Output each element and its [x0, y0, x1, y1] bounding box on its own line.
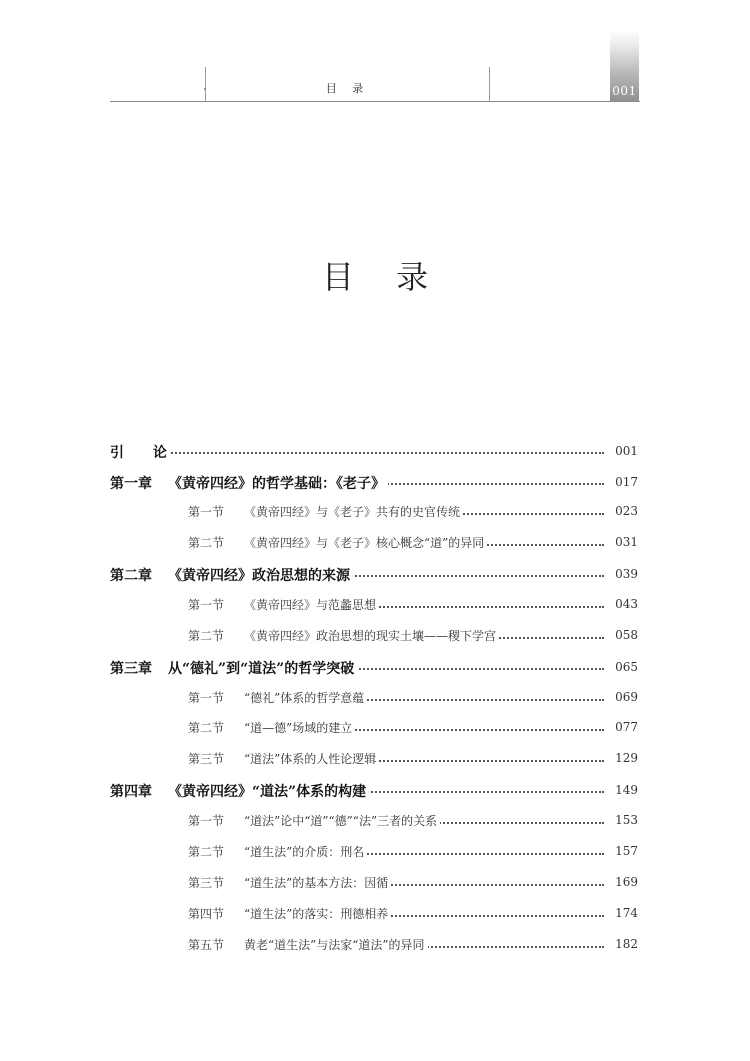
toc-entry-number: 第一节: [188, 598, 225, 612]
toc-section-row[interactable]: [0, 874, 750, 894]
toc-entry-title: 《黄帝四经》政治思想的现实土壤——稷下学宫: [244, 629, 497, 643]
toc-entry-title: “道生法”的介质：刑名: [244, 845, 365, 859]
toc-entry-number: 第二节: [188, 536, 225, 550]
toc-page-number: 169: [615, 875, 638, 889]
header-page-number: 001: [612, 84, 637, 98]
toc-page-number: 069: [615, 690, 638, 704]
toc-entry-label: [188, 812, 440, 829]
toc-entry-number: 第五节: [188, 938, 225, 952]
toc-entry-label: [188, 936, 428, 953]
toc-page-number: 043: [615, 597, 638, 611]
toc-section-row[interactable]: [0, 534, 750, 554]
toc-section-row[interactable]: [0, 750, 750, 770]
toc-entry-number: 第四章: [110, 784, 152, 800]
toc-entry-title: “道生法”的落实：刑德相养: [244, 907, 389, 921]
toc-section-row[interactable]: [0, 596, 750, 616]
toc-entry-title: 《黄帝四经》与范蠡思想: [244, 598, 377, 612]
toc-entry-number: 第三节: [188, 876, 225, 890]
toc-page-number: 129: [615, 751, 638, 765]
toc-page-number: 077: [615, 720, 638, 734]
toc-entry-label: [188, 905, 391, 922]
toc-entry-number: 第三节: [188, 752, 225, 766]
toc-chapter-row[interactable]: [0, 565, 750, 585]
toc-section-row[interactable]: [0, 689, 750, 709]
toc-entry-number: 第四节: [188, 907, 225, 921]
toc-entry-title: 《黄帝四经》的哲学基础：《老子》: [168, 476, 385, 492]
toc-chapter-row[interactable]: [0, 473, 750, 493]
toc-entry-title: 《黄帝四经》与《老子》共有的史官传统: [244, 505, 461, 519]
toc-page-number: 023: [615, 504, 638, 518]
toc-entry-label: [110, 473, 388, 493]
toc-entry-label: [188, 750, 379, 767]
toc-entry-number: 第一节: [188, 691, 225, 705]
toc-page-number: 017: [615, 475, 638, 489]
toc-page-number: 153: [615, 813, 638, 827]
toc-entry-label: [188, 874, 391, 891]
toc-entry-number: 引 论: [110, 445, 179, 461]
toc-entry-number: 第一节: [188, 505, 225, 519]
toc-page-number: 001: [615, 444, 638, 458]
toc-entry-number: 第一章: [110, 476, 152, 492]
toc-page-number: 065: [615, 660, 638, 674]
toc-entry-title: “道法”论中“道”“德”“法”三者的关系: [244, 814, 438, 828]
toc-entry-number: 第二节: [188, 845, 225, 859]
toc-leader-dots: [140, 452, 604, 454]
toc-entry-label: [110, 442, 179, 462]
toc-section-row[interactable]: [0, 905, 750, 925]
toc-entry-label: [110, 658, 357, 678]
toc-entry-label: [188, 627, 499, 644]
toc-section-row[interactable]: [0, 812, 750, 832]
toc-section-row[interactable]: [0, 936, 750, 956]
toc-entry-title: 《黄帝四经》政治思想的来源: [168, 568, 350, 584]
toc-entry-number: 第二节: [188, 629, 225, 643]
toc-page-number: 039: [615, 567, 638, 581]
toc-page-number: 031: [615, 535, 638, 549]
toc-entry-number: 第三章: [110, 661, 152, 677]
toc-entry-label: [188, 596, 379, 613]
toc-entry-label: [110, 565, 353, 585]
toc-chapter-row[interactable]: [0, 781, 750, 801]
toc-page-number: 157: [615, 844, 638, 858]
running-header-title: 目 录: [325, 82, 370, 95]
toc-chapter-row[interactable]: [0, 442, 750, 462]
toc-entry-title: 黄老“道生法”与法家“道法”的异同: [244, 938, 425, 952]
toc-entry-title: “道生法”的基本方法：因循: [244, 876, 389, 890]
toc-entry-title: 《黄帝四经》与《老子》核心概念“道”的异同: [244, 536, 485, 550]
toc-entry-label: [110, 781, 369, 801]
toc-section-row[interactable]: [0, 627, 750, 647]
header-rule: [110, 101, 640, 102]
toc-entry-number: 第二节: [188, 721, 225, 735]
toc-entry-label: [188, 534, 487, 551]
page-number-tab: [610, 30, 639, 102]
toc-entry-label: [188, 719, 355, 736]
toc-section-row[interactable]: [0, 719, 750, 739]
toc-entry-label: [188, 843, 367, 860]
toc-entry-title: 《黄帝四经》“道法”体系的构建: [168, 784, 367, 800]
toc-entry-label: [188, 689, 367, 706]
toc-section-row[interactable]: [0, 503, 750, 523]
toc-chapter-row[interactable]: [0, 658, 750, 678]
toc-section-row[interactable]: [0, 843, 750, 863]
toc-entry-title: “德礼”体系的哲学意蕴: [244, 691, 365, 705]
toc-page-number: 182: [615, 937, 638, 951]
toc-entry-title: 从“德礼”到“道法”的哲学突破: [168, 661, 355, 677]
toc-entry-title: “道—德”场域的建立: [244, 721, 353, 735]
toc-entry-number: 第一节: [188, 814, 225, 828]
toc-page-number: 149: [615, 783, 638, 797]
page-title: 目 录: [321, 258, 445, 296]
toc-entry-label: [188, 503, 463, 520]
toc-entry-number: 第二章: [110, 568, 152, 584]
toc-page-number: 058: [615, 628, 638, 642]
toc-page-number: 174: [615, 906, 638, 920]
toc-entry-title: “道法”体系的人性论逻辑: [244, 752, 377, 766]
